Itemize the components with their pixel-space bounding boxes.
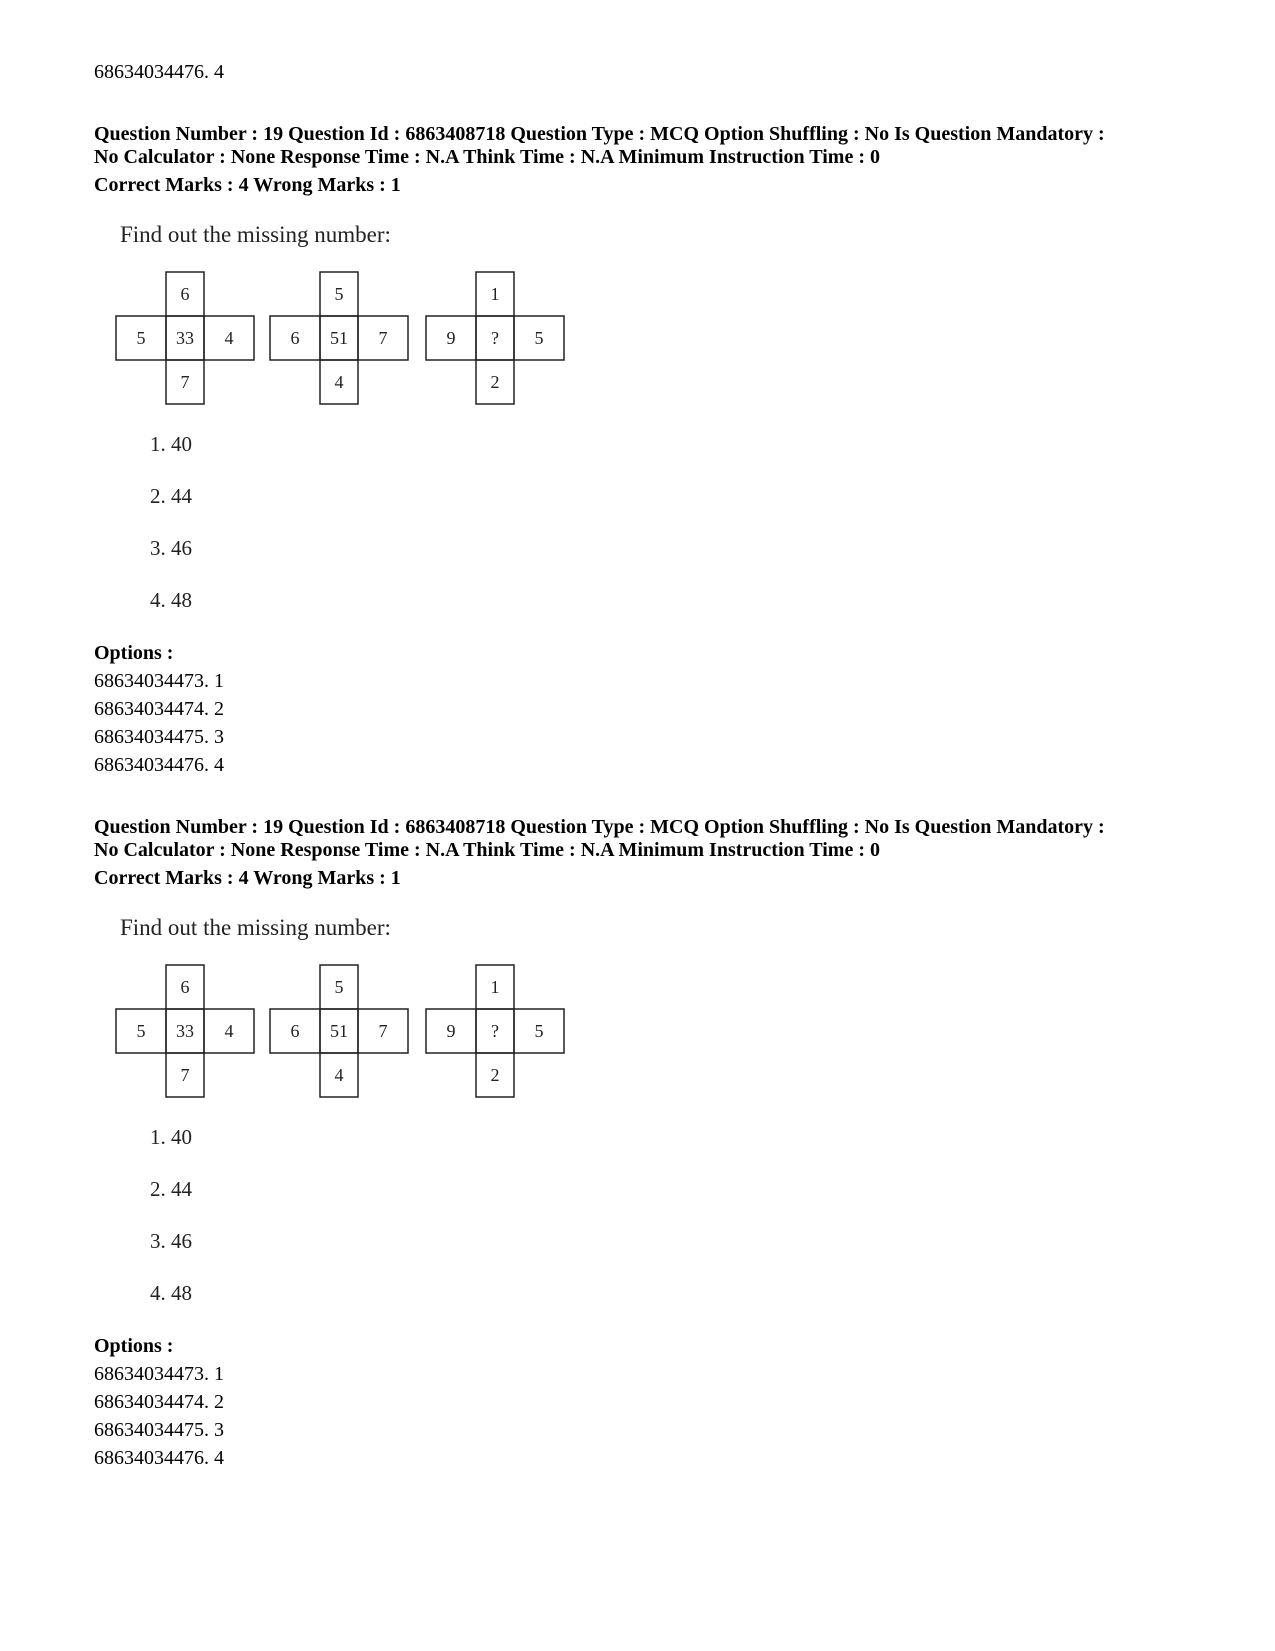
cross-value-left: 9 xyxy=(446,1021,456,1041)
option-line: 68634034473. 1 xyxy=(94,1363,224,1385)
cross-value-top: 1 xyxy=(490,977,500,997)
answer-choice: 1. 40 xyxy=(150,432,192,456)
cross-value-top: 1 xyxy=(490,284,500,304)
cross-value-left: 5 xyxy=(136,1021,146,1041)
cross-value-bottom: 7 xyxy=(180,1065,190,1085)
cross-value-left: 5 xyxy=(136,328,146,348)
cross-value-center: 33 xyxy=(176,328,194,348)
cross-value-right: 4 xyxy=(224,328,234,348)
question-prompt: Find out the missing number: xyxy=(120,915,391,940)
cross-puzzle xyxy=(426,965,564,1097)
cross-value-bottom: 7 xyxy=(180,372,190,392)
cross-value-center: 33 xyxy=(176,1021,194,1041)
question-header-line1: Question Number : 19 Question Id : 6863408718 Question Type : MCQ Option Shuffling : No Is Question Mandatory : xyxy=(94,816,1105,838)
cross-value-center: 51 xyxy=(330,1021,348,1041)
cross-value-left: 9 xyxy=(446,328,456,348)
question-marks: Correct Marks : 4 Wrong Marks : 1 xyxy=(94,174,401,196)
cross-value-top: 6 xyxy=(180,284,190,304)
question-image xyxy=(110,909,610,1329)
option-line: 68634034476. 4 xyxy=(94,754,224,776)
question-image xyxy=(110,216,610,636)
cross-value-top: 5 xyxy=(334,977,344,997)
options-label: Options : xyxy=(94,1335,174,1357)
previous-option-line: 68634034476. 4 xyxy=(94,61,224,83)
question-header-line1: Question Number : 19 Question Id : 6863408718 Question Type : MCQ Option Shuffling : No Is Question Mandatory : xyxy=(94,123,1105,145)
cross-value-bottom: 2 xyxy=(490,1065,500,1085)
option-line: 68634034474. 2 xyxy=(94,1391,224,1413)
option-line: 68634034473. 1 xyxy=(94,670,224,692)
question-header-line2: No Calculator : None Response Time : N.A Think Time : N.A Minimum Instruction Time : 0 xyxy=(94,839,880,861)
cross-value-right: 7 xyxy=(378,328,388,348)
cross-value-right: 5 xyxy=(534,1021,544,1041)
cross-value-top: 5 xyxy=(334,284,344,304)
cross-value-top: 6 xyxy=(180,977,190,997)
cross-puzzle xyxy=(116,272,254,404)
cross-value-center: 51 xyxy=(330,328,348,348)
cross-value-right: 7 xyxy=(378,1021,388,1041)
cross-value-right: 5 xyxy=(534,328,544,348)
answer-choice: 4. 48 xyxy=(150,1281,192,1305)
answer-choice: 2. 44 xyxy=(150,1177,192,1201)
question-block xyxy=(0,813,1275,1513)
cross-value-right: 4 xyxy=(224,1021,234,1041)
cross-puzzle xyxy=(116,965,254,1097)
options-label: Options : xyxy=(94,642,174,664)
question-prompt: Find out the missing number: xyxy=(120,222,391,247)
cross-value-bottom: 2 xyxy=(490,372,500,392)
question-block xyxy=(0,120,1275,820)
answer-choice: 2. 44 xyxy=(150,484,192,508)
answer-choice: 4. 48 xyxy=(150,588,192,612)
option-line: 68634034475. 3 xyxy=(94,726,224,748)
cross-value-bottom: 4 xyxy=(334,372,344,392)
question-marks: Correct Marks : 4 Wrong Marks : 1 xyxy=(94,867,401,889)
cross-value-center: ? xyxy=(491,1021,499,1041)
cross-puzzle xyxy=(270,965,408,1097)
answer-choice: 3. 46 xyxy=(150,536,192,560)
option-line: 68634034475. 3 xyxy=(94,1419,224,1441)
cross-puzzle xyxy=(426,272,564,404)
cross-value-left: 6 xyxy=(290,328,300,348)
question-header-line2: No Calculator : None Response Time : N.A Think Time : N.A Minimum Instruction Time : 0 xyxy=(94,146,880,168)
answer-choice: 1. 40 xyxy=(150,1125,192,1149)
cross-value-bottom: 4 xyxy=(334,1065,344,1085)
cross-value-center: ? xyxy=(491,328,499,348)
cross-value-left: 6 xyxy=(290,1021,300,1041)
cross-puzzle xyxy=(270,272,408,404)
option-line: 68634034476. 4 xyxy=(94,1447,224,1469)
answer-choice: 3. 46 xyxy=(150,1229,192,1253)
option-line: 68634034474. 2 xyxy=(94,698,224,720)
